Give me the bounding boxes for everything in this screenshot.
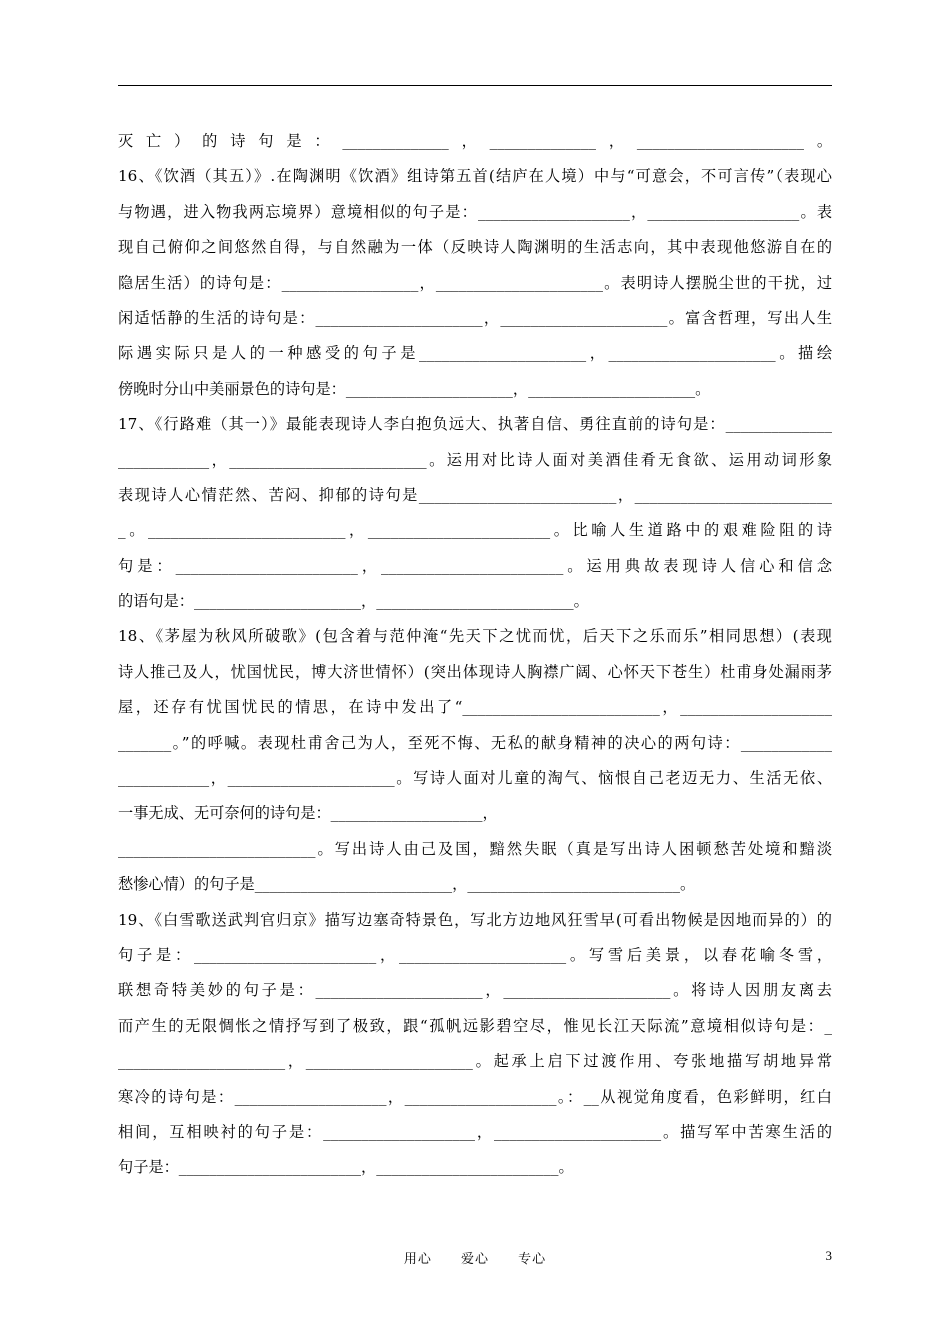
text-line: 灭亡）的诗句是：______________，______________，______________________。 (118, 132, 832, 150)
text-line: 而产生的无限惆怅之情抒写到了极致，跟“孤帆远影碧空尽，惟见长江天际流”意境相似诗句是：_ (118, 1016, 832, 1035)
text-line: 18、《茅屋为秋风所破歌》(包含着与范仲淹“先天下之忧而忧，后天下之乐而乐”相同思想）(表现 (118, 627, 832, 646)
text-line: 句是：________________________，________________________。运用典故表现诗人信心和信念 (118, 556, 832, 575)
text-line: 表现诗人心情茫然、苦闷、抑郁的诗句是__________________________，__________________________ (118, 485, 832, 504)
text-line: ______________________，______________________。起承上启下过渡作用、夸张地描写胡地异常 (118, 1052, 832, 1071)
header-rule (118, 85, 832, 86)
footer-motto: 爱心 (460, 1252, 489, 1267)
text-line: _。__________________________，________________________。比喻人生道路中的艰难险阻的诗 (118, 521, 832, 540)
text-line: 寒冷的诗句是：____________________，____________________。：__从视觉角度看，色彩鲜明，红白 (118, 1087, 832, 1106)
text-line: __________________________。写出诗人由己及国，黯然失眠（真是写出诗人困顿愁苦处境和黯淡 (118, 839, 832, 858)
text-line: 闲适恬静的生活的诗句是：______________________，______________________。富含哲理，写出人生 (118, 308, 832, 327)
text-line: _______。”的呼喊。表现杜甫舍己为人，至死不悔、无私的献身精神的决心的两句诗：____________ (118, 733, 832, 752)
text-line: 现自己俯仰之间悠然自得，与自然融为一体（反映诗人陶渊明的生活志向，其中表现他悠游自在的 (118, 238, 832, 257)
text-line: 诗人推己及人，忧国忧民，博大济世情怀）(突出体现诗人胸襟广阔、心怀天下苍生）杜甫身处漏雨茅 (118, 662, 832, 681)
page-footer (0, 1248, 950, 1267)
text-line: 与物遇，进入物我两忘境界）意境相似的句子是：____________________，____________________。表 (118, 202, 832, 221)
footer-motto: 专心 (518, 1252, 547, 1267)
text-line: 相间，互相映衬的句子是：____________________，______________________。描写军中苦寒生活的 (118, 1122, 832, 1141)
text-line: 19、《白雪歌送武判官归京》描写边塞奇特景色，写北方边地风狂雪早(可看出物候是因地而异的）的 (118, 910, 832, 929)
page-number: 3 (825, 1248, 832, 1263)
text-line: ____________，______________________。写诗人面对儿童的淘气、恼恨自己老迈无力、生活无依、 (118, 769, 832, 788)
text-line: ____________，__________________________。运用对比诗人面对美酒佳肴无食欲、运用动词形象 (118, 450, 832, 469)
text-line: 隐居生活）的诗句是：__________________，______________________。表明诗人摆脱尘世的干扰，过 (118, 273, 832, 292)
text-line: 16、《饮酒（其五）》.在陶渊明《饮酒》组诗第五首(结庐在人境）中与“可意会，不可言传”（表现心 (118, 167, 832, 186)
text-line: 句子是：________________________，______________________。写雪后美景，以春花喻冬雪， (118, 945, 832, 964)
text-line: 屋，还存有忧国忧民的情思，在诗中发出了“__________________________，____________________ (118, 698, 832, 717)
text-line: 句子是：________________________，________________________。 (118, 1158, 574, 1177)
footer-motto: 用心 (403, 1252, 432, 1267)
text-line: 愁惨心情）的句子是__________________________，____________________________。 (118, 875, 696, 894)
text-line: 的语句是：______________________，__________________________。 (118, 592, 589, 611)
text-line: 际遇实际只是人的一种感受的句子是______________________，______________________。描绘 (118, 344, 832, 363)
text-line: 联想奇特美妙的句子是：______________________，______________________。将诗人因朋友离去 (118, 981, 832, 1000)
text-line: 一事无成、无可奈何的诗句是：____________________， (118, 804, 498, 823)
text-line: 傍晚时分山中美丽景色的诗句是：______________________，______________________。 (118, 379, 711, 398)
text-line: 17、《行路难（其一）》最能表现诗人李白抱负远大、执著自信、勇往直前的诗句是：______________ (118, 415, 832, 434)
document-body (118, 124, 832, 1186)
